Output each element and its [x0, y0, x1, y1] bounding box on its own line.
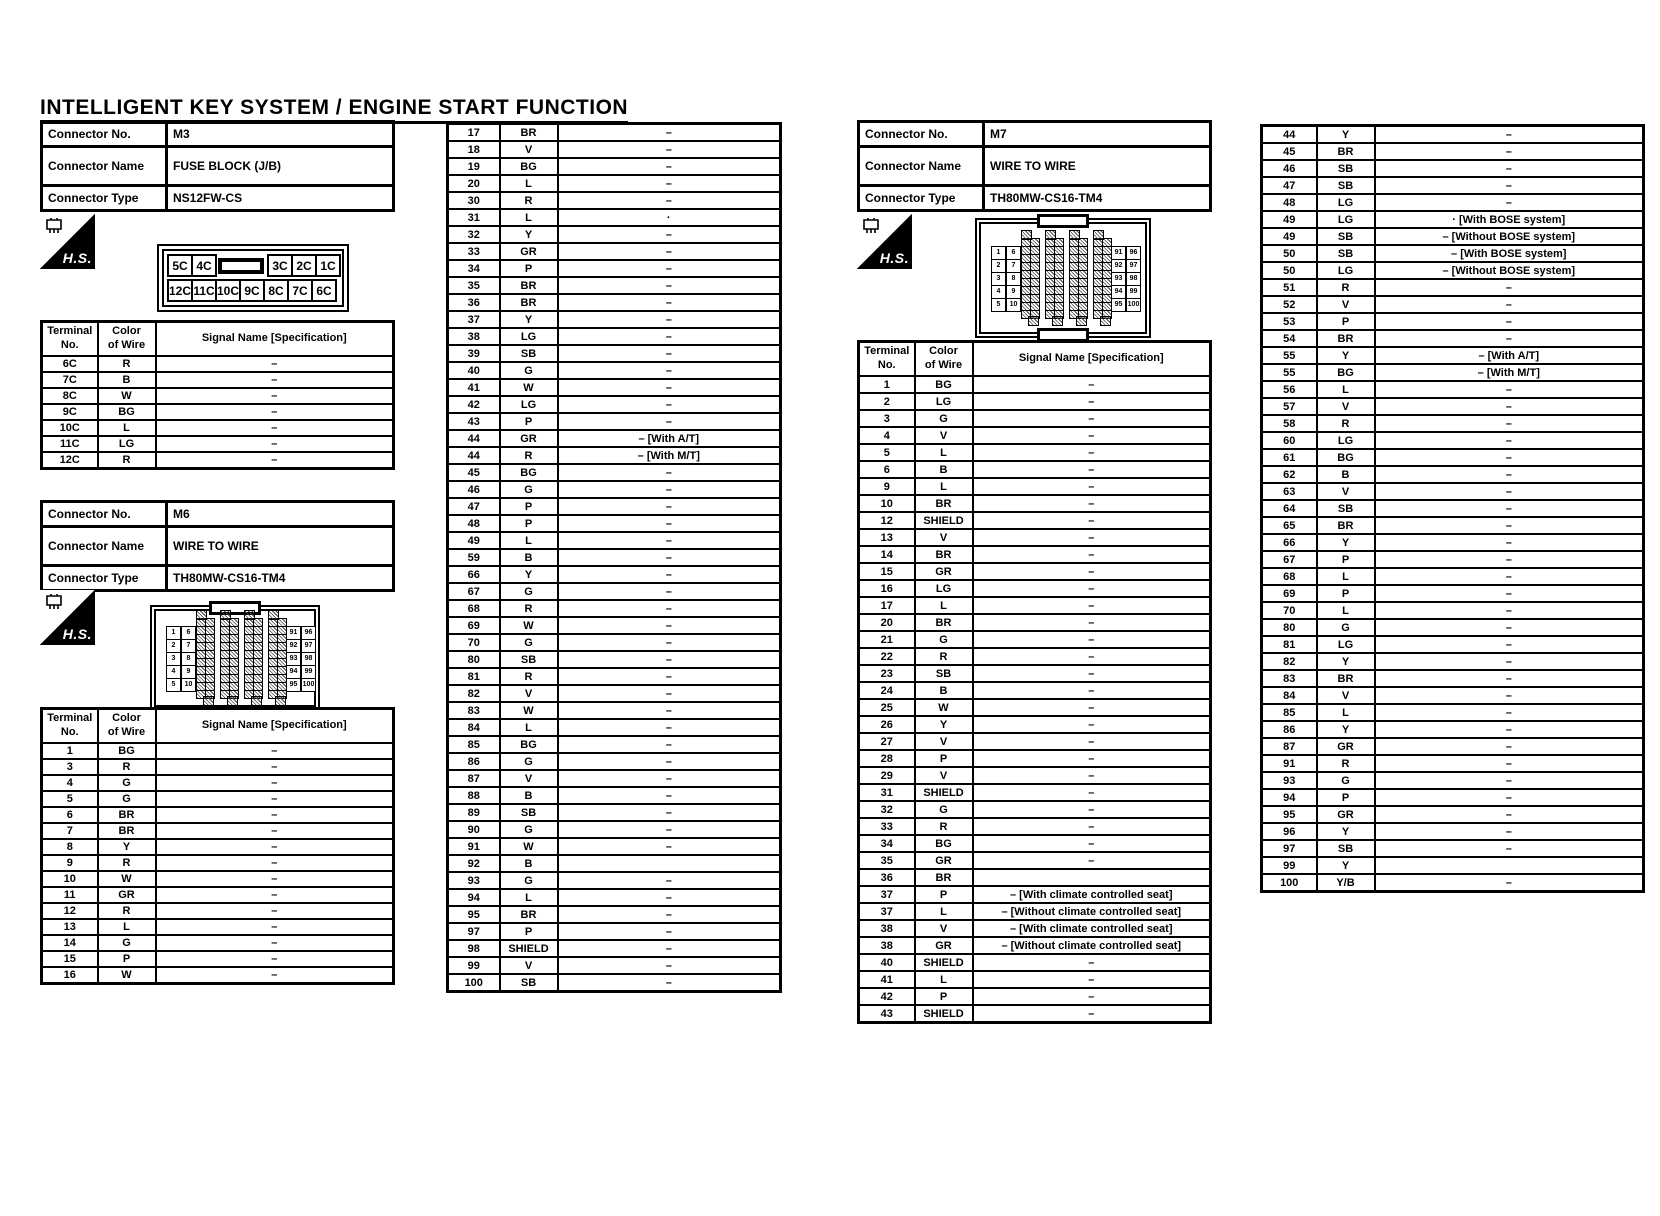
- pin-cell: 10: [181, 678, 196, 692]
- table-row: 6 B –: [859, 461, 1211, 478]
- table-row: 58 R –: [1262, 415, 1644, 432]
- table-row: 96 Y –: [1262, 823, 1644, 840]
- table-row: 82 V –: [448, 685, 781, 702]
- connector-type-value: TH80MW-CS16-TM4: [984, 186, 1211, 211]
- table-row: 15 GR –: [859, 563, 1211, 580]
- table-row: 20 BR –: [859, 614, 1211, 631]
- pin-cell: 1: [991, 246, 1006, 260]
- table-row: 48 P –: [448, 515, 781, 532]
- table-row: 37 P – [With climate controlled seat]: [859, 886, 1211, 903]
- pin-cell: 100: [301, 678, 316, 692]
- table-row: 65 BR –: [1262, 517, 1644, 534]
- table-row: 91 W –: [448, 838, 781, 855]
- table-row: 48 LG –: [1262, 194, 1644, 211]
- table-row: 33 GR –: [448, 243, 781, 260]
- table-row: 5 G –: [42, 791, 394, 807]
- table-row: 20 L –: [448, 175, 781, 192]
- pin-cell: 4: [166, 665, 181, 679]
- table-row: 14 G –: [42, 935, 394, 951]
- pin-cell: 6: [1006, 246, 1021, 260]
- table-row: 25 W –: [859, 699, 1211, 716]
- table-row: 36 BR –: [448, 294, 781, 311]
- connector-no-label: Connector No.: [42, 502, 167, 527]
- terminal-no-header: Terminal No.: [859, 342, 915, 377]
- pin-cell: 5: [166, 678, 181, 692]
- pin-cell: 95: [286, 678, 301, 692]
- pin-cell: 95: [1111, 298, 1126, 312]
- m7-pins-middle: [1021, 238, 1111, 318]
- table-row: 8C W –: [42, 388, 394, 404]
- table-row: 29 V –: [859, 767, 1211, 784]
- terminal-no-header: Terminal No.: [42, 709, 98, 744]
- pin-cell: 5: [991, 298, 1006, 312]
- table-row: 85 L –: [1262, 704, 1644, 721]
- table-row: 10C L –: [42, 420, 394, 436]
- table-row: 82 Y –: [1262, 653, 1644, 670]
- table-row: 97 P –: [448, 923, 781, 940]
- signal-name-header: Signal Name [Specification]: [156, 322, 394, 357]
- table-row: 31 L ·: [448, 209, 781, 226]
- table-row: 69 W –: [448, 617, 781, 634]
- table-row: 42 P –: [859, 988, 1211, 1005]
- pin-cell: 2: [991, 259, 1006, 273]
- table-row: 42 LG –: [448, 396, 781, 413]
- pin-cell: 7: [1006, 259, 1021, 273]
- pin-cell: 96: [301, 626, 316, 640]
- table-row: 84 V –: [1262, 687, 1644, 704]
- table-row: 95 GR –: [1262, 806, 1644, 823]
- page-title: INTELLIGENT KEY SYSTEM / ENGINE START FUNCTION: [40, 96, 628, 124]
- table-row: 55 Y – [With A/T]: [1262, 347, 1644, 364]
- table-row: 70 L –: [1262, 602, 1644, 619]
- table-row: 4 G –: [42, 775, 394, 791]
- pin-cell: 8: [181, 652, 196, 666]
- m3-pin-row-bottom: [167, 279, 339, 302]
- table-row: 63 V –: [1262, 483, 1644, 500]
- table-row: 28 P –: [859, 750, 1211, 767]
- m3-info-table: [40, 120, 395, 212]
- table-row: 6C R –: [42, 356, 394, 372]
- m7-terminal-table-continued: [1260, 124, 1645, 893]
- connector-name-value: FUSE BLOCK (J/B): [167, 147, 394, 186]
- table-row: 10 BR –: [859, 495, 1211, 512]
- hs-label: H.S.: [879, 250, 909, 266]
- table-row: 46 SB –: [1262, 160, 1644, 177]
- pin-cell: 98: [301, 652, 316, 666]
- connector-name-value: WIRE TO WIRE: [167, 527, 394, 566]
- connector-no-value: M3: [167, 122, 394, 147]
- table-row: 24 B –: [859, 682, 1211, 699]
- table-row: 2 LG –: [859, 393, 1211, 410]
- table-row: 81 R –: [448, 668, 781, 685]
- connector-name-label: Connector Name: [42, 527, 167, 566]
- pin-cell: 99: [301, 665, 316, 679]
- connector-tab: [1037, 214, 1089, 228]
- m6-pins-right: [286, 626, 316, 691]
- m3-connector-drawing: [157, 244, 349, 312]
- table-row: 36 BR: [859, 869, 1211, 886]
- pin-cell: 5C: [167, 254, 193, 277]
- table-row: 67 P –: [1262, 551, 1644, 568]
- table-row: 94 L –: [448, 889, 781, 906]
- table-row: 88 B –: [448, 787, 781, 804]
- table-row: 60 LG –: [1262, 432, 1644, 449]
- table-row: 41 L –: [859, 971, 1211, 988]
- table-row: 85 BG –: [448, 736, 781, 753]
- table-row: 69 P –: [1262, 585, 1644, 602]
- table-row: 40 G –: [448, 362, 781, 379]
- table-row: 39 SB –: [448, 345, 781, 362]
- pin-cell: 92: [1111, 259, 1126, 273]
- color-of-wire-header: Color of Wire: [98, 322, 156, 357]
- table-row: 93 G –: [1262, 772, 1644, 789]
- pin-cell: 94: [1111, 285, 1126, 299]
- pin-cell: 4C: [191, 254, 217, 277]
- table-row: 50 LG – [Without BOSE system]: [1262, 262, 1644, 279]
- table-row: 17 BR –: [448, 124, 781, 142]
- table-row: 10 W –: [42, 871, 394, 887]
- table-row: 16 W –: [42, 967, 394, 984]
- table-row: 12C R –: [42, 452, 394, 469]
- connector-name-label: Connector Name: [42, 147, 167, 186]
- connector-no-label: Connector No.: [42, 122, 167, 147]
- pin-cell: 7: [181, 639, 196, 653]
- table-row: 49 L –: [448, 532, 781, 549]
- table-row: 55 BG – [With M/T]: [1262, 364, 1644, 381]
- table-row: 44 GR – [With A/T]: [448, 430, 781, 447]
- table-row: 12 SHIELD –: [859, 512, 1211, 529]
- table-row: 46 G –: [448, 481, 781, 498]
- hs-label: H.S.: [62, 250, 92, 266]
- signal-name-header: Signal Name [Specification]: [156, 709, 394, 744]
- table-row: 97 SB –: [1262, 840, 1644, 857]
- pin-cell: 97: [1126, 259, 1141, 273]
- table-row: 30 R –: [448, 192, 781, 209]
- table-row: 70 G –: [448, 634, 781, 651]
- table-row: 14 BR –: [859, 546, 1211, 563]
- pin-cell: 9: [1006, 285, 1021, 299]
- table-row: 31 SHIELD –: [859, 784, 1211, 801]
- pin-cell: 98: [1126, 272, 1141, 286]
- table-row: 34 P –: [448, 260, 781, 277]
- table-row: 3 R –: [42, 759, 394, 775]
- table-row: 100 SB –: [448, 974, 781, 992]
- pin-cell: 93: [1111, 272, 1126, 286]
- table-row: 32 Y –: [448, 226, 781, 243]
- table-row: 53 P –: [1262, 313, 1644, 330]
- table-row: 1 BG –: [42, 743, 394, 759]
- table-row: 90 G –: [448, 821, 781, 838]
- table-row: 4 V –: [859, 427, 1211, 444]
- table-row: 91 R –: [1262, 755, 1644, 772]
- connector-type-label: Connector Type: [42, 186, 167, 211]
- table-row: 23 SB –: [859, 665, 1211, 682]
- table-row: 34 BG –: [859, 835, 1211, 852]
- connector-name-label: Connector Name: [859, 147, 984, 186]
- table-row: 7C B –: [42, 372, 394, 388]
- m7-pins-left: [991, 246, 1021, 311]
- table-row: 13 L –: [42, 919, 394, 935]
- table-row: 49 SB – [Without BOSE system]: [1262, 228, 1644, 245]
- table-row: 83 W –: [448, 702, 781, 719]
- connector-type-value: NS12FW-CS: [167, 186, 394, 211]
- table-row: 35 BR –: [448, 277, 781, 294]
- pin-cell: 9: [181, 665, 196, 679]
- m7-pins-right: [1111, 246, 1141, 311]
- table-row: 12 R –: [42, 903, 394, 919]
- pin-cell: 91: [286, 626, 301, 640]
- table-row: 62 B –: [1262, 466, 1644, 483]
- table-row: 89 SB –: [448, 804, 781, 821]
- pin-cell: 11C: [191, 279, 217, 302]
- table-row: 66 Y –: [448, 566, 781, 583]
- m3-terminal-table: [40, 320, 395, 470]
- hs-view-icon: [857, 214, 912, 269]
- terminal-no-header: Terminal No.: [42, 322, 98, 357]
- table-row: 1 BG –: [859, 376, 1211, 393]
- table-row: 87 GR –: [1262, 738, 1644, 755]
- table-row: 9C BG –: [42, 404, 394, 420]
- pin-cell: 8: [1006, 272, 1021, 286]
- connector-icon: [43, 217, 67, 237]
- table-row: 9 L –: [859, 478, 1211, 495]
- hs-view-icon: [40, 590, 95, 645]
- table-row: 3 G –: [859, 410, 1211, 427]
- table-row: 84 L –: [448, 719, 781, 736]
- table-row: 17 L –: [859, 597, 1211, 614]
- m6-pins-middle: [196, 618, 286, 698]
- m7-terminal-table: [857, 340, 1212, 1024]
- hs-label: H.S.: [62, 626, 92, 642]
- table-row: 56 L –: [1262, 381, 1644, 398]
- table-row: 68 L –: [1262, 568, 1644, 585]
- key-slot: [215, 256, 267, 275]
- pin-cell: 1C: [315, 254, 341, 277]
- color-of-wire-header: Color of Wire: [915, 342, 973, 377]
- table-row: 87 V –: [448, 770, 781, 787]
- table-row: 43 P –: [448, 413, 781, 430]
- signal-name-header: Signal Name [Specification]: [973, 342, 1211, 377]
- pin-cell: 3: [991, 272, 1006, 286]
- m6-pins-left: [166, 626, 196, 691]
- table-row: 80 G –: [1262, 619, 1644, 636]
- table-row: 38 LG –: [448, 328, 781, 345]
- table-row: 51 R –: [1262, 279, 1644, 296]
- pin-cell: 3: [166, 652, 181, 666]
- pin-cell: 10: [1006, 298, 1021, 312]
- connector-type-label: Connector Type: [859, 186, 984, 211]
- pin-cell: 6: [181, 626, 196, 640]
- table-row: 22 R –: [859, 648, 1211, 665]
- connector-type-label: Connector Type: [42, 566, 167, 591]
- pin-cell: 2C: [291, 254, 317, 277]
- table-row: 52 V –: [1262, 296, 1644, 313]
- table-row: 93 G –: [448, 872, 781, 889]
- table-row: 33 R –: [859, 818, 1211, 835]
- table-row: 9 R –: [42, 855, 394, 871]
- table-row: 6 BR –: [42, 807, 394, 823]
- table-row: 99 V –: [448, 957, 781, 974]
- connector-type-value: TH80MW-CS16-TM4: [167, 566, 394, 591]
- table-row: 94 P –: [1262, 789, 1644, 806]
- connector-name-value: WIRE TO WIRE: [984, 147, 1211, 186]
- pin-cell: 12C: [167, 279, 193, 302]
- table-row: 44 Y –: [1262, 126, 1644, 144]
- m7-connector-drawing: [975, 218, 1151, 338]
- table-row: 45 BR –: [1262, 143, 1644, 160]
- table-row: 43 SHIELD –: [859, 1005, 1211, 1023]
- table-row: 38 GR – [Without climate controlled seat]: [859, 937, 1211, 954]
- table-row: 80 SB –: [448, 651, 781, 668]
- pin-cell: 6C: [311, 279, 337, 302]
- table-row: 100 Y/B –: [1262, 874, 1644, 892]
- table-row: 40 SHIELD –: [859, 954, 1211, 971]
- table-row: 11C LG –: [42, 436, 394, 452]
- pin-cell: 97: [301, 639, 316, 653]
- pin-cell: 96: [1126, 246, 1141, 260]
- table-row: 5 L –: [859, 444, 1211, 461]
- table-row: 64 SB –: [1262, 500, 1644, 517]
- table-row: 83 BR –: [1262, 670, 1644, 687]
- table-row: 18 V –: [448, 141, 781, 158]
- table-row: 66 Y –: [1262, 534, 1644, 551]
- table-row: 67 G –: [448, 583, 781, 600]
- pin-cell: 94: [286, 665, 301, 679]
- pin-cell: 9C: [239, 279, 265, 302]
- table-row: 54 BR –: [1262, 330, 1644, 347]
- table-row: 59 B –: [448, 549, 781, 566]
- table-row: 37 Y –: [448, 311, 781, 328]
- table-row: 86 G –: [448, 753, 781, 770]
- connector-icon: [43, 593, 67, 613]
- m6-terminal-table-continued: [446, 122, 782, 993]
- connector-no-label: Connector No.: [859, 122, 984, 147]
- table-row: 47 P –: [448, 498, 781, 515]
- table-row: 98 SHIELD –: [448, 940, 781, 957]
- connector-icon: [860, 217, 884, 237]
- table-row: 41 W –: [448, 379, 781, 396]
- m3-pin-row-top: [167, 254, 339, 277]
- hs-view-icon: [40, 214, 95, 269]
- table-row: 35 GR –: [859, 852, 1211, 869]
- table-row: 47 SB –: [1262, 177, 1644, 194]
- table-row: 57 V –: [1262, 398, 1644, 415]
- m6-connector-drawing: [150, 605, 320, 711]
- pin-cell: 99: [1126, 285, 1141, 299]
- table-row: 95 BR –: [448, 906, 781, 923]
- table-row: 7 BR –: [42, 823, 394, 839]
- m6-info-table: [40, 500, 395, 592]
- pin-cell: 8C: [263, 279, 289, 302]
- table-row: 11 GR –: [42, 887, 394, 903]
- pin-cell: 7C: [287, 279, 313, 302]
- table-row: 26 Y –: [859, 716, 1211, 733]
- table-row: 68 R –: [448, 600, 781, 617]
- table-row: 49 LG · [With BOSE system]: [1262, 211, 1644, 228]
- table-row: 16 LG –: [859, 580, 1211, 597]
- m6-terminal-table: [40, 707, 395, 985]
- table-row: 45 BG –: [448, 464, 781, 481]
- m7-info-table: [857, 120, 1212, 212]
- color-of-wire-header: Color of Wire: [98, 709, 156, 744]
- pin-cell: 1: [166, 626, 181, 640]
- connector-no-value: M6: [167, 502, 394, 527]
- connector-no-value: M7: [984, 122, 1211, 147]
- table-row: 27 V –: [859, 733, 1211, 750]
- pin-cell: 91: [1111, 246, 1126, 260]
- table-row: 37 L – [Without climate controlled seat]: [859, 903, 1211, 920]
- pin-cell: 92: [286, 639, 301, 653]
- table-row: 8 Y –: [42, 839, 394, 855]
- table-row: 19 BG –: [448, 158, 781, 175]
- pin-cell: 93: [286, 652, 301, 666]
- pin-cell: 100: [1126, 298, 1141, 312]
- pin-cell: 10C: [215, 279, 241, 302]
- pin-cell: 2: [166, 639, 181, 653]
- table-row: 99 Y: [1262, 857, 1644, 874]
- table-row: 50 SB – [With BOSE system]: [1262, 245, 1644, 262]
- table-row: 21 G –: [859, 631, 1211, 648]
- table-row: 32 G –: [859, 801, 1211, 818]
- pin-cell: 4: [991, 285, 1006, 299]
- table-row: 44 R – [With M/T]: [448, 447, 781, 464]
- table-row: 81 LG –: [1262, 636, 1644, 653]
- table-row: 92 B: [448, 855, 781, 872]
- table-row: 61 BG –: [1262, 449, 1644, 466]
- pin-cell: 3C: [267, 254, 293, 277]
- table-row: 15 P –: [42, 951, 394, 967]
- table-row: 13 V –: [859, 529, 1211, 546]
- table-row: 38 V – [With climate controlled seat]: [859, 920, 1211, 937]
- table-row: 86 Y –: [1262, 721, 1644, 738]
